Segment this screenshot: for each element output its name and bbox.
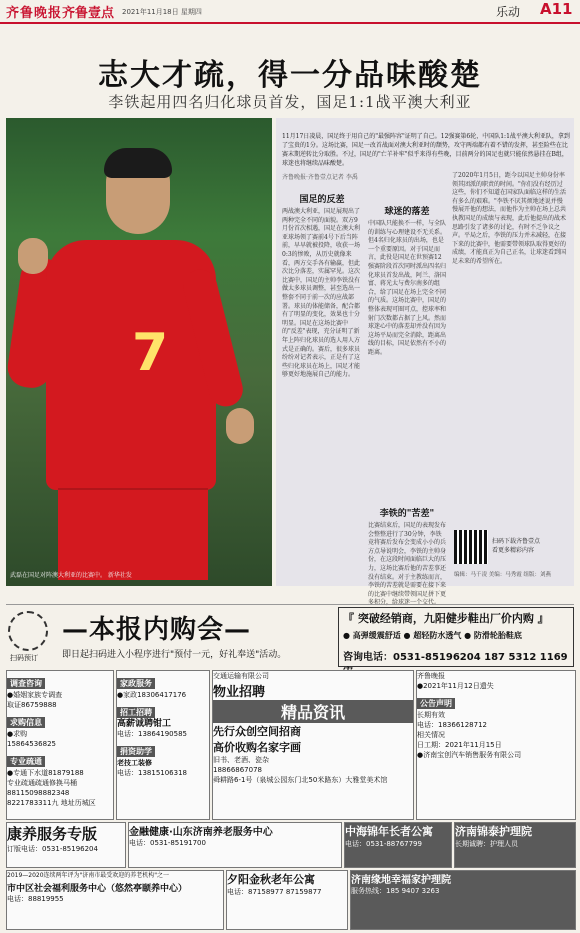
ad-title: 市中区社会福利服务中心（悠然亭颐养中心）: [7, 884, 188, 894]
player-photo: [6, 118, 272, 586]
ad-line: 电话：0531-85191700: [129, 839, 206, 847]
ad-tag-donation: 捐资助学: [117, 746, 155, 757]
photo-hand-left: [18, 238, 48, 274]
ad-title: 中海锦年长者公寓: [345, 825, 433, 838]
classified-col-4: [416, 670, 576, 820]
ad-title: 济南锦泰护理院: [455, 825, 532, 838]
col2-heading: 球迷的落差: [384, 207, 430, 217]
zhonghai-apartment: [344, 822, 452, 868]
photo-hand-right: [226, 408, 254, 444]
article-lead: 11月17日凌晨，国足终于用自己的"最强阵容"证明了自己。12强赛第6轮，中国队1:1战平澳大利亚队，拿到了宝贵的1分。这场比赛，国足一改首战面对澳大利亚时的颓势，攻守两端都有着不错的发挥，甚至险些在比赛末期逆转比分取胜。不过，国足的"亡羊补牢"似乎来得有些晚，目前两分的国足也就只能依然悬挂在B组，球迷也将继续品味酸楚。: [282, 133, 570, 167]
col4-text: 了2020年1月5日，距今以国足主帅身份率领其团派的职责的时间。"你们没有经历过这些，你们不知道在国家队面临这样的生活有多么的艰难。"李铁不厌其烦地述说并慢慢展开他的想法，而他作为主帅在场上总共执教国足的成绩与表现，此后他提出的战术思路引发了诸多的讨论，有时不乏争议之声。平局之后，李铁的压力并未减轻，在接下来的比赛中，他需要带领球队取得更好的成绩，才能真正为自己正名，让球迷看到国足未来的希望所在。: [452, 172, 567, 265]
ad-title: 夕阳金秋老年公寓: [227, 873, 315, 886]
ad-line: 电话：13815106318: [117, 769, 187, 777]
ad-line: 电话：18366128712: [417, 721, 487, 729]
ad-line: 订版电话：0531-85196204: [7, 845, 98, 853]
photo-shorts: [58, 488, 208, 580]
col1-text: 两战澳大利亚，国足展现出了两种完全不同的面貌。双方9月份首次相遇，国足在澳大利亚球场领了赛前4号下后当阵前，早早就被投降，收获一场0:3的惨败，从历史就像来看，两方交手各有输赢，但此次比分落差，实属罕见。这次比赛中，国足的主帅李铁没有做太多球员调整，甚至选出一整套不同于前一次的应战部署。球员的体能储备，配合都有了明显的变化，效果也十分明显。国足在这场比赛中的"反差"表现，充分证明了新年上阵归化球员的选人用人方式是正确的。赛后，很多球员纷纷对记者表示，正是有了这些归化球员在场上，国足才能够更好地施展自己的能力。: [282, 208, 361, 379]
ad-line: 电话：87158977 87159877: [227, 888, 322, 896]
article: [276, 118, 574, 607]
jersey-number: 7: [132, 323, 169, 383]
ad-line: 相关情况: [417, 731, 445, 739]
masthead: [0, 0, 580, 24]
ad-property-title: 物业招聘: [213, 685, 266, 700]
ad-line: 2019—2020连续两年评为"济南市最受欢迎的养老机构"之一: [7, 872, 170, 879]
ad-line: 交通运输有限公司: [213, 672, 269, 680]
qr-label: 扫码下载齐鲁壹点 看更多精彩内容: [492, 538, 541, 554]
photo-caption: 武磊在国足对阵澳大利亚的比赛中。 新华社发: [10, 572, 132, 579]
ad-tag-drain: 专业疏通: [7, 756, 45, 767]
shoe-ad-title: 『 突破经销商，九阳健步鞋出厂价内购 』: [343, 612, 549, 625]
yuandi-nursing: [350, 870, 576, 930]
ad-title: 金融健康·山东济南养老服务中心: [129, 827, 273, 838]
col3-text: 比赛结束后，国足的表现发布会整整进行了30分钟，李铁竟将赛后发布会变成小小的兵方点导说明会，李铁的主帅身份，在这段时间面临巨大的压力，这场比赛后他的苦差事还没有结束。对于主教练而言，李铁的苦差就是需要在接下来的比赛中继续带领国足拼下更多积分，给球迷一个交代。: [368, 522, 447, 607]
ad-line: 长期诚聘：护理人员: [455, 840, 518, 848]
col1-heading: 国足的反差: [299, 195, 345, 205]
ad-line: 长期有效: [417, 711, 445, 719]
article-byline: 齐鲁晚报·齐鲁壹点记者 李禹: [282, 174, 358, 181]
purchase-fair-banner: [6, 604, 574, 667]
ad-line: 日工期：2021年11月15日: [417, 741, 502, 749]
ad-tag-jobs: 招工招聘: [117, 707, 155, 718]
ad-line: ●2021年11月12日遗失: [417, 682, 494, 690]
ad-line: 服务热线：185 9407 3263: [351, 887, 440, 895]
qr-logo-icon[interactable]: [8, 611, 48, 651]
photo-hair: [104, 148, 172, 178]
brand-logo: 齐鲁壹点: [62, 6, 115, 21]
col3-heading: 李铁的"苦差": [379, 509, 435, 519]
banner-title: —本报内购会—: [62, 615, 252, 645]
shoe-ad-phone: 咨询电话：0531-85196204 187 5312 1169: [343, 652, 568, 663]
eldercare-title: 康养服务专版: [7, 825, 98, 843]
classified-col-1: [6, 670, 114, 820]
section-name: 乐动: [496, 5, 521, 19]
ad-tag-survey: 调查咨询: [7, 678, 45, 689]
ad-line: 专业疏通疏通修换马桶: [7, 779, 77, 787]
shoe-ad: [338, 607, 574, 667]
eldercare-special: [6, 822, 126, 868]
col2-text: 中国队只能换不一样，与全队的训练与心理建设不无关系。但4名归化球员的出场，也是一个重要原因。对于国足而言，此役是国足在世预赛12强赛阶段首次同时派出四名归化球员首发出战，阿兰、洛国富、蒋光太与费尔南多的组合，给了国足在场上完全不同的气质。这场比赛中，国足的整体表现可圈可点，控球率和射门次数都占据了上风。然而球迷心中的落差却并没有因为这场平局而完全消除，距离出线的目标，国足依然有不小的距离。: [368, 220, 447, 356]
ad-line: 齐鲁晚报: [417, 672, 445, 680]
ad-line: 电话：0531-88767799: [345, 840, 422, 848]
ad-line: 18866867078: [213, 766, 262, 774]
ad-tag-buy: 求购信息: [7, 717, 45, 728]
qr-scan-label: 扫码预订: [10, 654, 38, 662]
subhead: 李铁起用四名归化球员首发，国足1:1战平澳大利亚: [108, 93, 472, 111]
ad-line: 15864536825: [7, 740, 56, 748]
mini-program-note: 即日起扫码进入小程序进行"预付一元，好礼奉送"活动。: [62, 650, 287, 660]
ad-line: 取证86759888: [7, 701, 57, 709]
sunset-apartment: [226, 870, 348, 930]
dateline: 2021年11月18日 星期四: [122, 8, 202, 16]
ad-premium-title: 精品资讯: [213, 700, 413, 723]
ad-line: ●家政18306417176: [117, 691, 187, 699]
ad-line: 高薪诚聘钳工: [117, 719, 172, 729]
ad-line: ●求购: [7, 730, 28, 738]
ad-line: ●济南宝创汽车销售服务有限公司: [417, 751, 522, 759]
editor-credits: 编辑：马千凌 美编：马秀霞 组版：刘燕: [454, 572, 551, 578]
ad-calligraphy-title: 高价收购名家字画: [213, 741, 301, 754]
ad-line: 舜耕路6-1号（泉城公园东门北50米路东）大雅堂美术馆: [213, 776, 388, 784]
shoe-ad-features: ● 高弹缓震舒适 ● 超轻防水透气 ● 防滑轮胎鞋底: [343, 631, 522, 640]
classified-col-2: [116, 670, 210, 820]
elder-service-center: [128, 822, 342, 868]
qr-code[interactable]: [454, 530, 488, 564]
ad-tag-notice: 公告声明: [417, 698, 455, 709]
ad-title: 济南缘地幸福家护理院: [351, 875, 451, 886]
ad-line: 88115098882348: [7, 789, 70, 797]
ad-line: ●婚姻家族专调查: [7, 691, 63, 699]
ad-line: 电话：88819955: [7, 895, 64, 903]
page-number: A11: [540, 0, 573, 18]
ad-tag-housekeeping: 家政服务: [117, 678, 155, 689]
jintai-nursing: [454, 822, 576, 868]
classified-col-3: [212, 670, 414, 820]
welfare-center: [6, 870, 224, 930]
ad-line: 老技工装修: [117, 759, 152, 767]
ad-space-title: 先行众创空间招商: [213, 725, 301, 738]
ad-line: ●专通下水道81879188: [7, 769, 84, 777]
paper-logo: 齐鲁晚报: [6, 6, 63, 21]
ad-line: 8221783311九 地址历城区: [7, 799, 96, 807]
headline: 志大才疏，得一分品味酸楚: [98, 58, 482, 93]
ad-line: 电话：13864190585: [117, 730, 187, 738]
ad-line: 旧书、老酒、瓷杂: [213, 756, 269, 764]
